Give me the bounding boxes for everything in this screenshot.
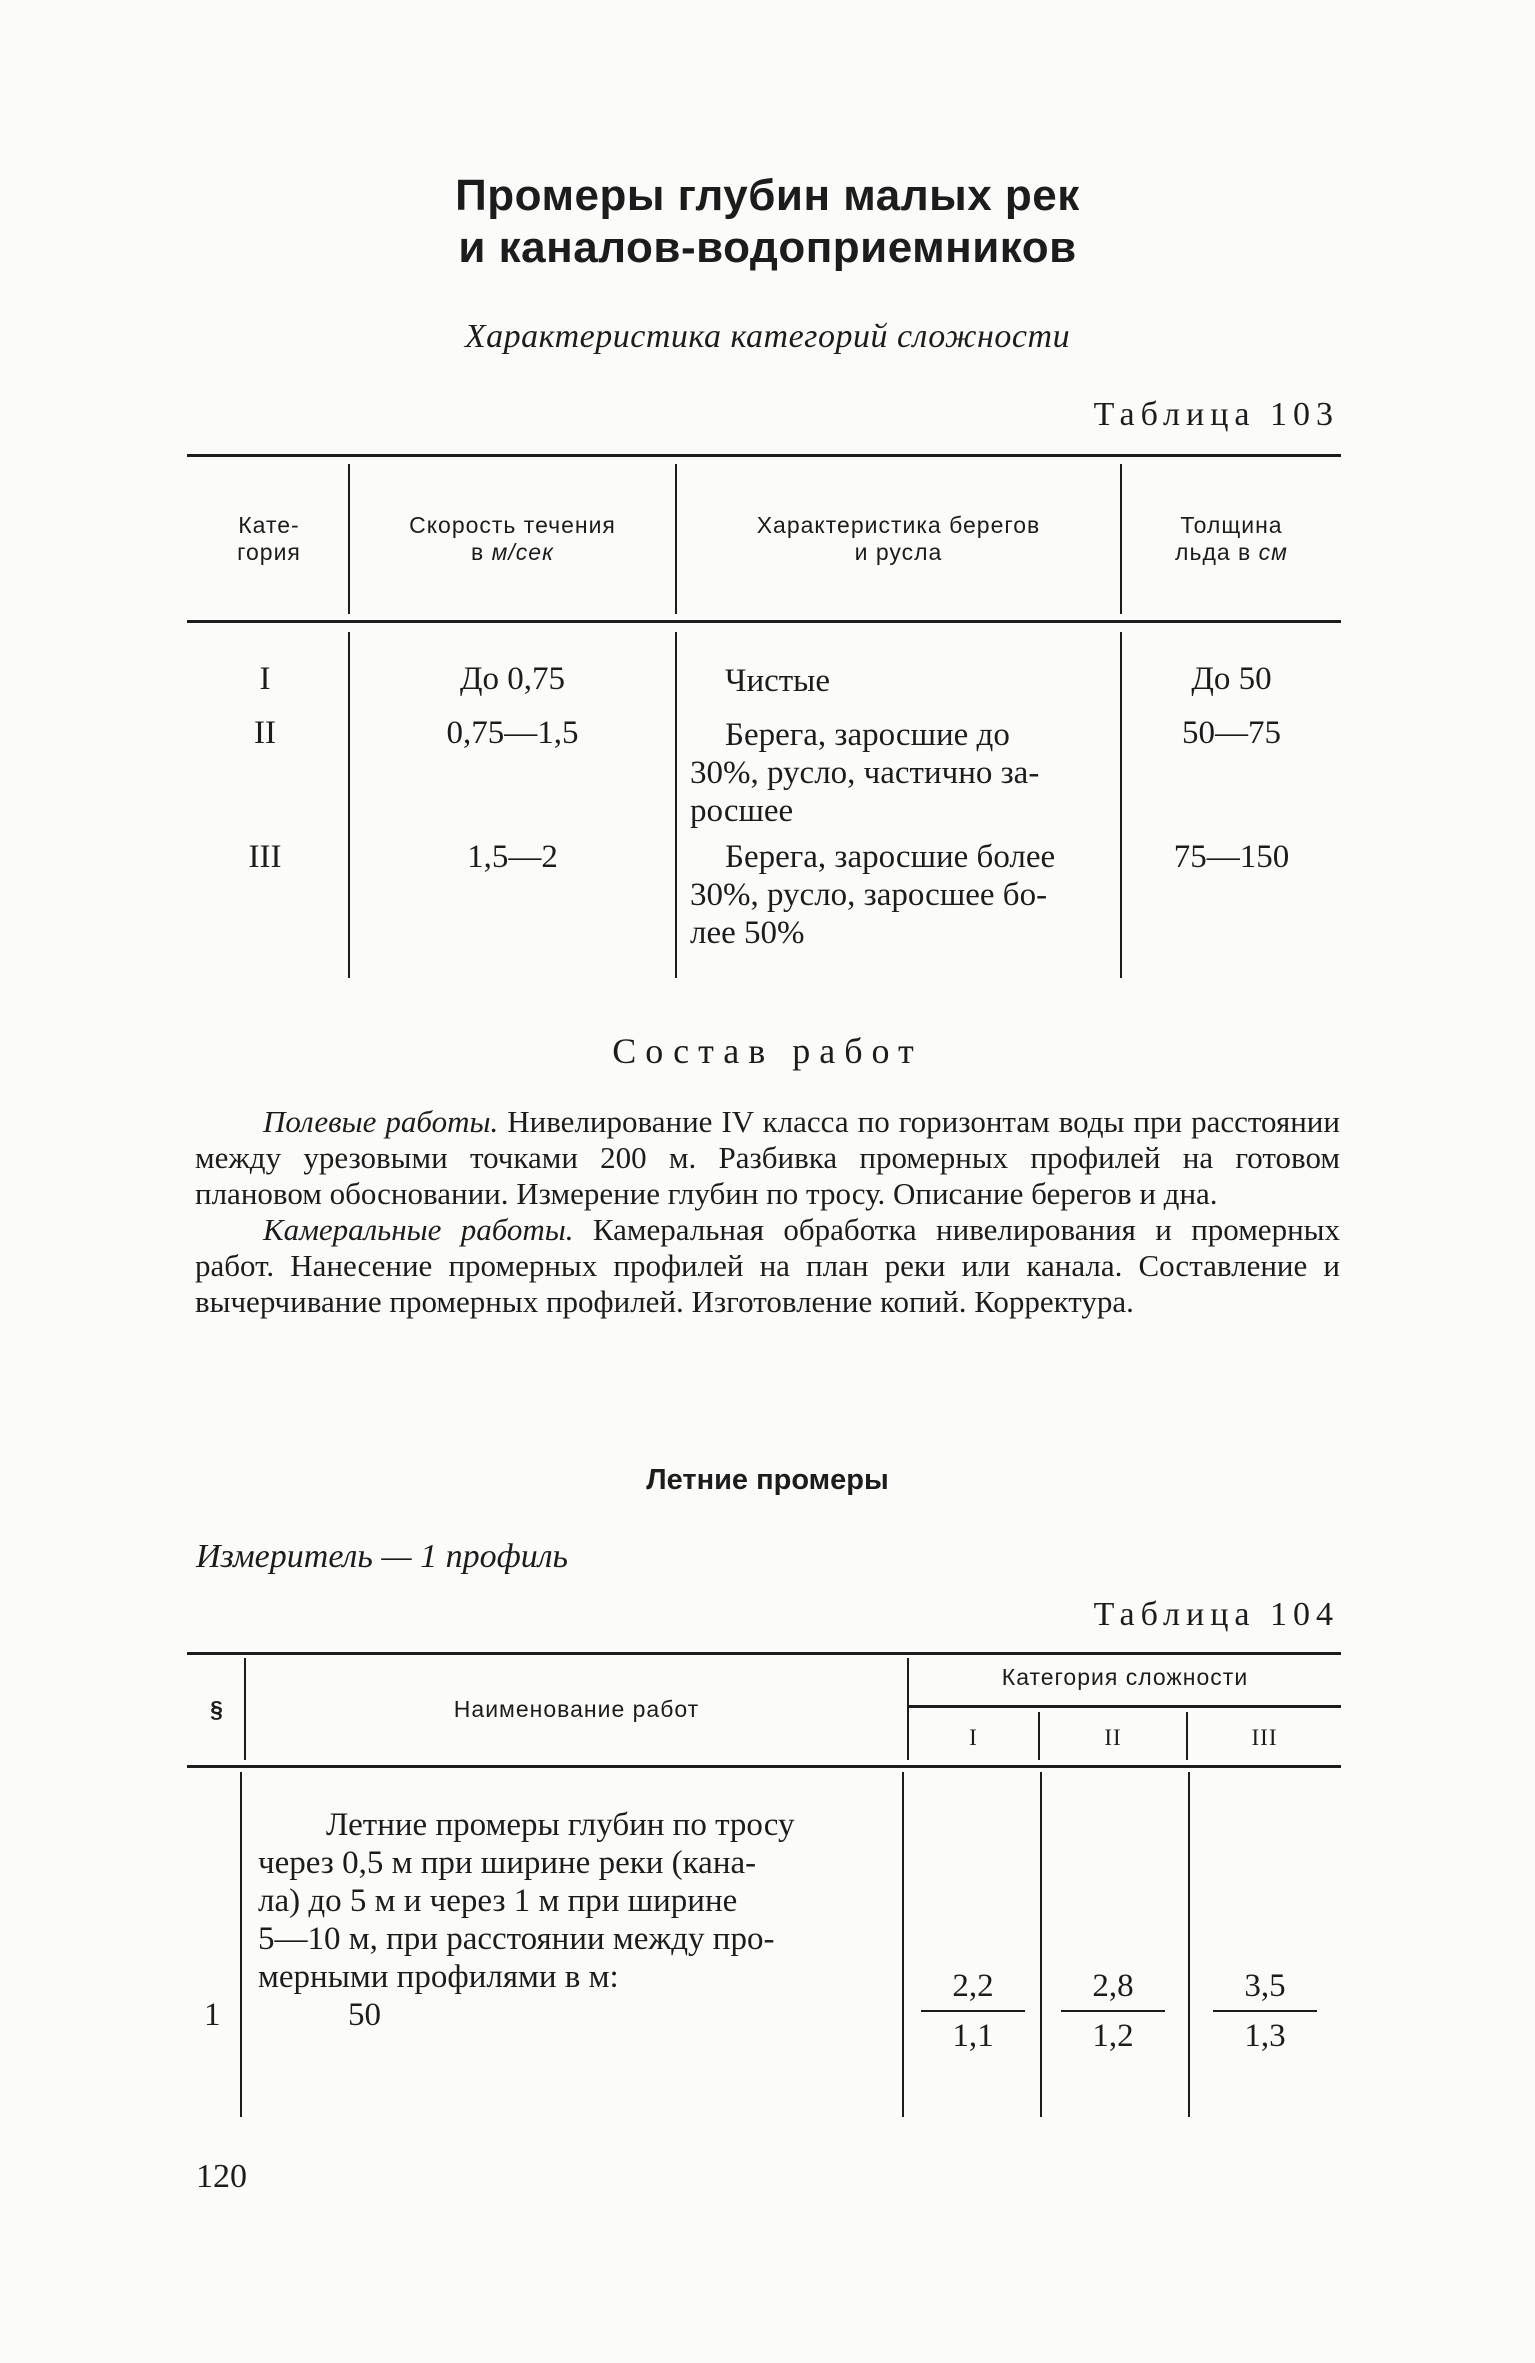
- row-2-ice: 50—75: [1182, 715, 1281, 751]
- header-category: Кате- гория: [237, 512, 301, 565]
- value-cat-1: [908, 1968, 1038, 2055]
- table-104-divider: [1188, 1772, 1190, 2117]
- office-works-paragraph: [195, 1212, 1340, 1320]
- title-line-1: Промеры глубин малых рек: [455, 171, 1080, 220]
- row-1-ice: До 50: [1191, 661, 1272, 697]
- table-104-caption: Таблица 104: [1093, 1596, 1339, 1633]
- value-cat-3-denominator: 1,3: [1244, 2018, 1286, 2054]
- subtitle: Характеристика категорий сложности: [464, 318, 1071, 355]
- field-works-paragraph: [195, 1104, 1340, 1212]
- value-cat-1-numerator: 2,2: [921, 1968, 1025, 2012]
- field-works-text: Нивелирование IV класса по горизонтам воды при расстоянии между урезовыми точками 200 м. Разбивка промерных профилей на готовом плановом обосновании. Измерение глубин по тросу. Описание берегов и дна.: [195, 1104, 1340, 1211]
- row-3-ice: 75—150: [1173, 839, 1290, 875]
- table-103-divider: [675, 632, 677, 978]
- header-speed: Скорость течения в м/сек: [409, 512, 616, 565]
- works-text: [195, 1104, 1340, 1320]
- table-103-caption: Таблица 103: [1093, 396, 1339, 433]
- table-104-top-rule: [187, 1652, 1341, 1655]
- office-works-text: Камеральная обработка нивелирования и промерных работ. Нанесение промерных профилей на план реки или канала. Составление и вычерчивание промерных профилей. Изготовление копий. Корректура.: [195, 1212, 1340, 1319]
- field-works-lead: Полевые работы.: [263, 1104, 499, 1139]
- header-cat-1: I: [969, 1725, 978, 1750]
- table-103-header-rule: [187, 620, 1341, 623]
- header-cat-2: II: [1104, 1725, 1122, 1750]
- header-banks: Характеристика берегов и русла: [756, 512, 1041, 565]
- row-3-speed: 1,5—2: [467, 839, 558, 875]
- table-104-divider: [902, 1772, 904, 2117]
- summer-heading: Летние промеры: [646, 1464, 889, 1496]
- title-line-2: и каналов-водоприемников: [458, 223, 1077, 272]
- value-cat-2-numerator: 2,8: [1061, 1968, 1165, 2012]
- value-cat-3-numerator: 3,5: [1213, 1968, 1317, 2012]
- table-103-top-rule: [187, 454, 1341, 457]
- row-3-category: III: [248, 839, 282, 875]
- header-cat-3: III: [1251, 1725, 1278, 1750]
- measure-unit: Измеритель — 1 профиль: [196, 1538, 569, 1575]
- row-1-banks: Чистые: [725, 663, 830, 699]
- office-works-lead: Камеральные работы.: [263, 1212, 574, 1247]
- row-2-speed: 0,75—1,5: [446, 715, 579, 751]
- header-work-name: Наименование работ: [453, 1696, 700, 1722]
- row-1-speed: До 0,75: [459, 661, 565, 697]
- page-number: 120: [196, 2158, 247, 2195]
- table-104-header-rule: [187, 1765, 1341, 1768]
- page-title: [0, 170, 1535, 274]
- row-section-number: 1: [204, 1997, 221, 2033]
- row-3-banks: Берега, заросшие более 30%, русло, заросшее бо- лее 50%: [690, 839, 1056, 951]
- table-104-divider: [240, 1772, 242, 2117]
- table-104-divider: [1040, 1772, 1042, 2117]
- value-cat-3: [1200, 1968, 1330, 2055]
- row-distance: 50: [348, 1997, 381, 2033]
- header-ice: Толщина льда в см: [1175, 512, 1288, 565]
- row-2-category: II: [254, 715, 276, 751]
- value-cat-1-denominator: 1,1: [952, 2018, 994, 2054]
- row-2-banks: Берега, заросшие до 30%, русло, частично за- росшее: [690, 717, 1040, 829]
- value-cat-2-denominator: 1,2: [1092, 2018, 1134, 2054]
- row-1-category: I: [259, 661, 271, 697]
- row-work-name: Летние промеры глубин по тросу через 0,5 м при ширине реки (кана- ла) до 5 м и через 1 м при ширине 5—10 м, при расстоянии между про- мерными профилями в м:: [258, 1807, 795, 1995]
- header-section: §: [210, 1696, 224, 1722]
- table-104-group-rule: [907, 1705, 1341, 1708]
- value-cat-2: [1048, 1968, 1178, 2055]
- works-heading: Состав работ: [612, 1031, 923, 1071]
- header-category-group: Категория сложности: [1001, 1664, 1249, 1690]
